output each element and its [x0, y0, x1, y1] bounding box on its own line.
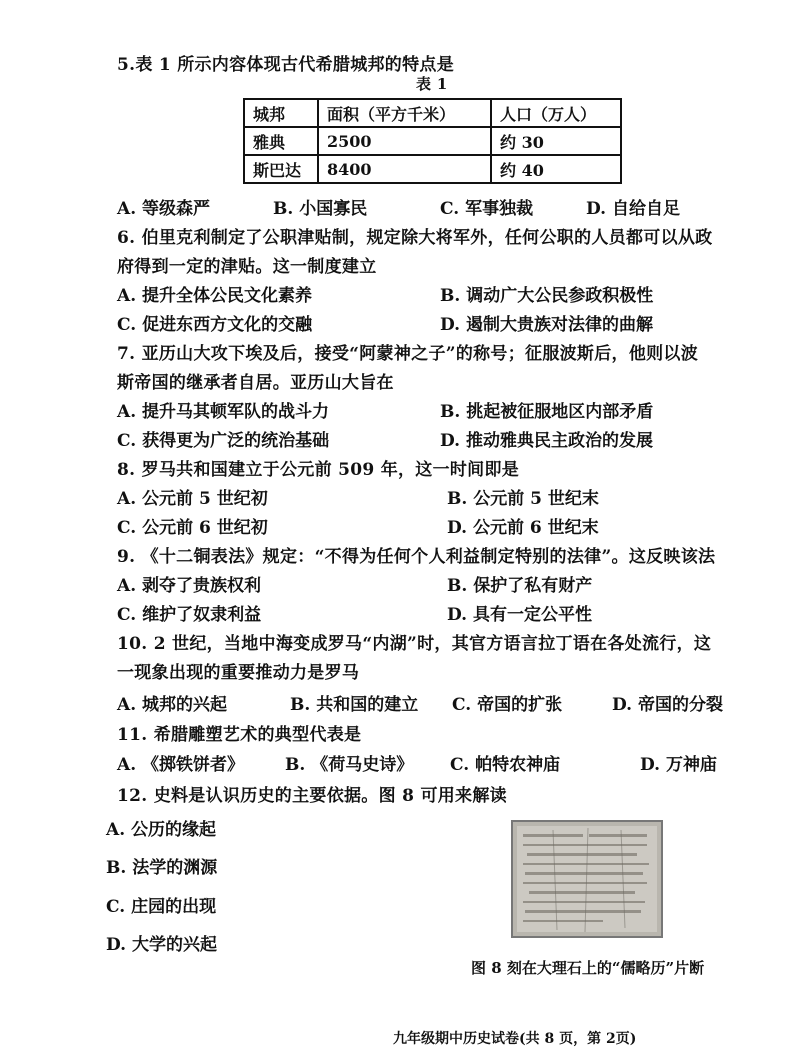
table-row [244, 127, 621, 155]
q11-option-d: D. 万神庙 [640, 755, 717, 775]
q7-option-d: D. 推动雅典民主政治的发展 [440, 431, 653, 451]
q12-option-a: A. 公历的缘起 [106, 820, 217, 840]
table-cell: 斯巴达 [244, 155, 318, 183]
q8-option-d: D. 公元前 6 世纪末 [447, 518, 599, 538]
q8-stem: 8. 罗马共和国建立于公元前 509 年，这一时间即是 [117, 460, 520, 480]
q8-option-a: A. 公元前 5 世纪初 [117, 489, 268, 509]
q5-option-c: C. 军事独裁 [440, 199, 534, 219]
page-footer: 九年级期中历史试卷(共 8 页，第 2页) [393, 1031, 637, 1047]
q6-option-b: B. 调动广大公民参政积极性 [440, 286, 654, 306]
q11-option-c: C. 帕特农神庙 [450, 755, 561, 775]
table-header-cell: 人口（万人） [491, 99, 621, 127]
q10-option-c: C. 帝国的扩张 [452, 695, 563, 715]
table-header-cell: 城邦 [244, 99, 318, 127]
q6-option-a: A. 提升全体公民文化素养 [117, 286, 313, 306]
table-cell: 2500 [318, 127, 491, 155]
q8-option-b: B. 公元前 5 世纪末 [447, 489, 599, 509]
q10-stem-line2: 一现象出现的重要推动力是罗马 [117, 663, 360, 683]
q7-option-c: C. 获得更为广泛的统治基础 [117, 431, 330, 451]
q8-option-c: C. 公元前 6 世纪初 [117, 518, 268, 538]
figure-caption: 图 8 刻在大理石上的“儒略历”片断 [471, 959, 705, 977]
q5-table [243, 98, 622, 184]
q6-option-d: D. 遏制大贵族对法律的曲解 [440, 315, 653, 335]
q5-stem: 5.表 1 所示内容体现古代希腊城邦的特点是 [117, 55, 455, 75]
q12-option-b: B. 法学的渊源 [106, 858, 218, 878]
q9-option-b: B. 保护了私有财产 [447, 576, 593, 596]
table-cell: 8400 [318, 155, 491, 183]
q6-option-c: C. 促进东西方文化的交融 [117, 315, 313, 335]
q11-option-a: A. 《掷铁饼者》 [117, 755, 245, 775]
q12-option-d: D. 大学的兴起 [106, 935, 217, 955]
q9-option-d: D. 具有一定公平性 [447, 605, 592, 625]
table-header-cell: 面积（平方千米） [318, 99, 491, 127]
table-row [244, 155, 621, 183]
table-cell: 约 30 [491, 127, 621, 155]
table-title: 表 1 [416, 75, 448, 93]
table-header-row [244, 99, 621, 127]
q5-option-d: D. 自给自足 [586, 199, 680, 219]
q6-stem-line2: 府得到一定的津贴。这一制度建立 [117, 257, 377, 277]
q10-stem-line1: 10. 2 世纪，当地中海变成罗马“内湖”时，其官方语言拉丁语在各处流行，这 [117, 634, 712, 654]
q7-stem-line1: 7. 亚历山大攻下埃及后，接受“阿蒙神之子”的称号；征服波斯后，他则以波 [117, 344, 699, 364]
q10-option-a: A. 城邦的兴起 [117, 695, 228, 715]
q12-stem: 12. 史料是认识历史的主要依据。图 8 可用来解读 [117, 786, 507, 806]
q7-option-b: B. 挑起被征服地区内部矛盾 [440, 402, 654, 422]
q5-option-b: B. 小国寡民 [273, 199, 368, 219]
q7-stem-line2: 斯帝国的继承者自居。亚历山大旨在 [117, 373, 394, 393]
q9-option-c: C. 维护了奴隶利益 [117, 605, 262, 625]
q9-stem: 9. 《十二铜表法》规定：“不得为任何个人利益制定特别的法律”。这反映该法 [117, 547, 716, 567]
q5-option-a: A. 等级森严 [117, 199, 211, 219]
q11-stem: 11. 希腊雕塑艺术的典型代表是 [117, 725, 362, 745]
table-cell: 约 40 [491, 155, 621, 183]
q12-option-c: C. 庄园的出现 [106, 897, 217, 917]
q6-stem-line1: 6. 伯里克利制定了公职津贴制，规定除大将军外，任何公职的人员都可以从政 [117, 228, 713, 248]
q11-option-b: B. 《荷马史诗》 [285, 755, 414, 775]
q10-option-d: D. 帝国的分裂 [612, 695, 723, 715]
q10-option-b: B. 共和国的建立 [290, 695, 419, 715]
q7-option-a: A. 提升马其顿军队的战斗力 [117, 402, 330, 422]
q9-option-a: A. 剥夺了贵族权利 [117, 576, 262, 596]
marble-texture [513, 822, 661, 936]
table-cell: 雅典 [244, 127, 318, 155]
marble-fragment-image [511, 820, 663, 938]
